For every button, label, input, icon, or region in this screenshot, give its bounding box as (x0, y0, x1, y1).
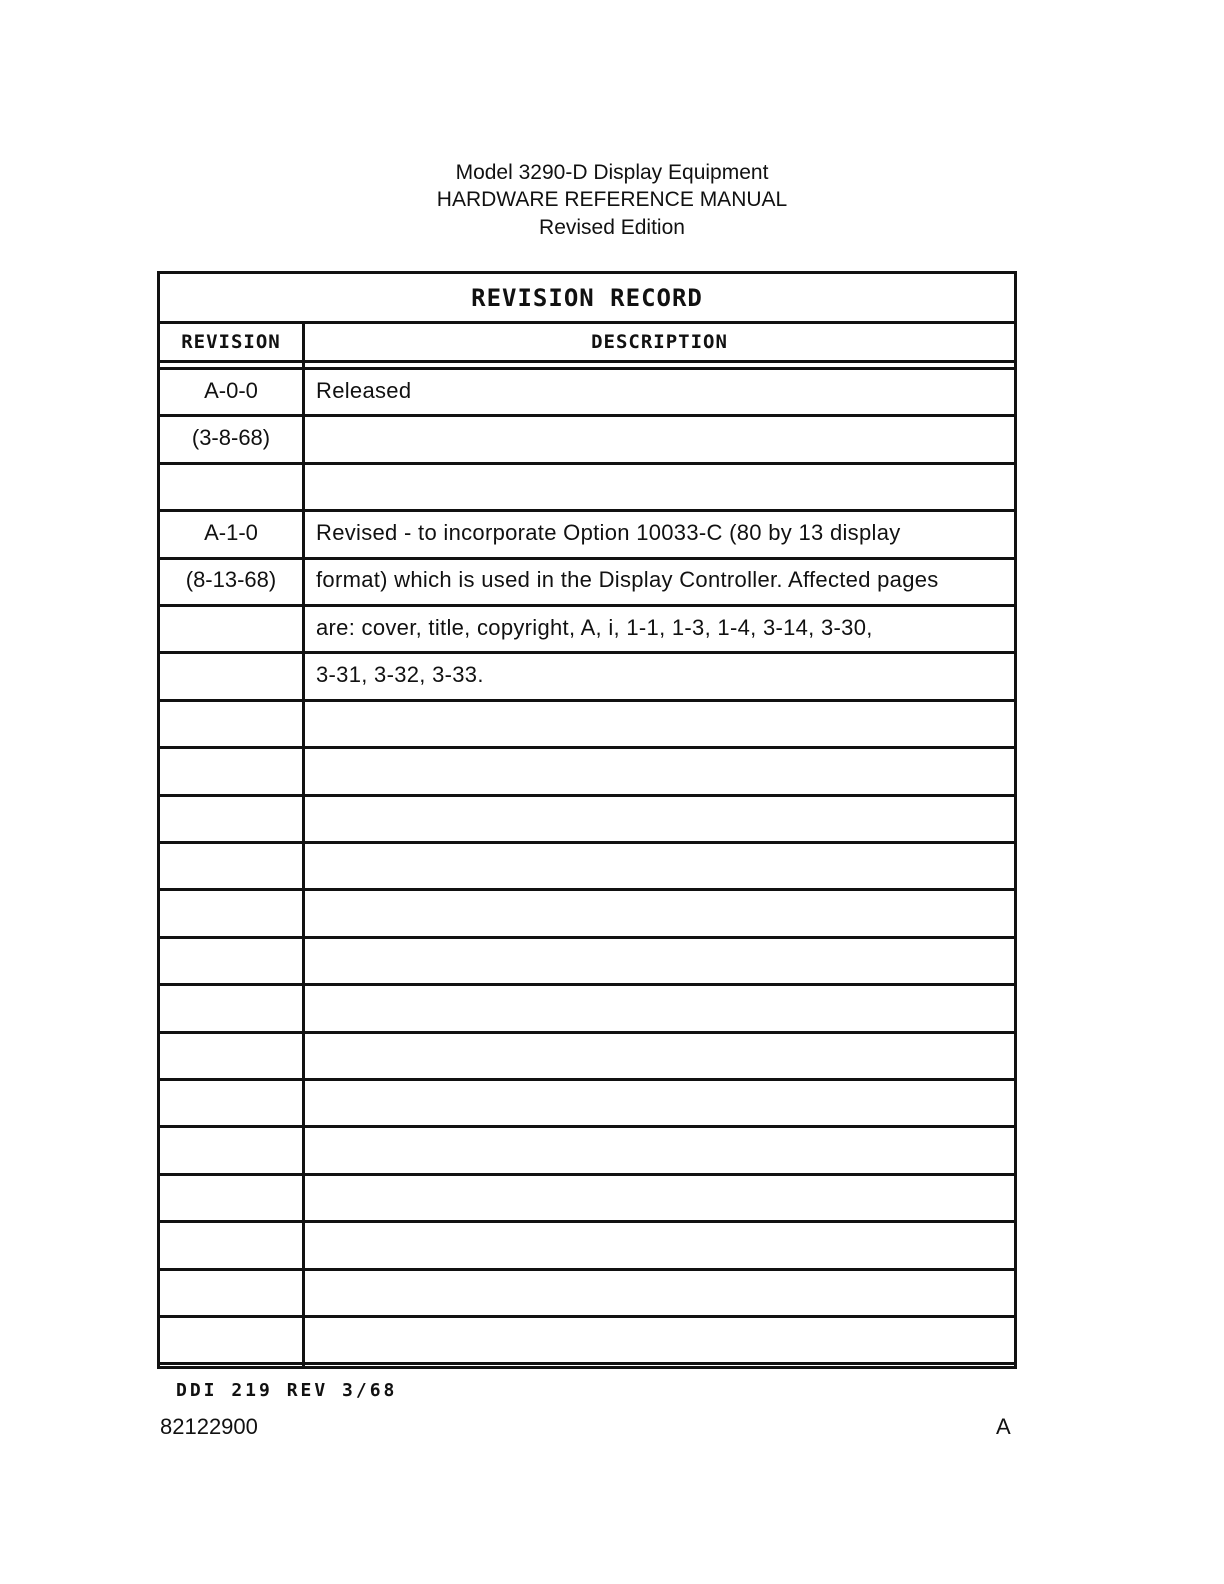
description-cell (316, 465, 1006, 506)
revision-cell (160, 1081, 302, 1122)
revision-cell (160, 1223, 302, 1264)
manual-model-title: Model 3290-D Display Equipment (455, 161, 769, 184)
manual-type-title: HARDWARE REFERENCE MANUAL (436, 188, 788, 211)
table-row (160, 1034, 1014, 1081)
revision-cell (160, 702, 302, 743)
revision-rows (160, 370, 1014, 1366)
description-column-header: DESCRIPTION (591, 331, 728, 353)
table-row (160, 654, 1014, 701)
revision-cell: A-1-0 (204, 519, 258, 545)
revision-cell: (3-8-68) (191, 425, 271, 451)
revision-cell (160, 797, 302, 838)
description-cell (316, 1128, 1006, 1169)
revision-cell (160, 654, 302, 695)
revision-cell (160, 844, 302, 885)
revision-cell (160, 1318, 302, 1359)
table-row (160, 939, 1014, 986)
description-cell (316, 1318, 1006, 1359)
table-row (160, 560, 1014, 607)
revision-cell: A-0-0 (204, 377, 258, 403)
table-row (160, 1271, 1014, 1318)
description-cell: format) which is used in the Display Controller. Affected pages (316, 567, 939, 593)
revision-cell (160, 749, 302, 790)
form-title: REVISION RECORD (160, 274, 1014, 324)
table-row (160, 1223, 1014, 1270)
revision-cell (160, 939, 302, 980)
description-cell: are: cover, title, copyright, A, i, 1-1, 1-3, 1-4, 3-14, 3-30, (316, 614, 873, 640)
description-cell (316, 1034, 1006, 1075)
table-row (160, 1318, 1014, 1365)
revision-column-header: REVISION (181, 331, 281, 353)
table-row (160, 607, 1014, 654)
description-cell (316, 702, 1006, 743)
revision-cell (160, 1176, 302, 1217)
description-cell: Released (316, 377, 412, 403)
header-divider (160, 360, 1014, 370)
revision-cell (160, 607, 302, 648)
description-cell (316, 1223, 1006, 1264)
table-row (160, 1128, 1014, 1175)
description-cell (316, 844, 1006, 885)
description-cell (316, 939, 1006, 980)
table-row (160, 749, 1014, 796)
revision-cell (160, 891, 302, 932)
description-cell (316, 891, 1006, 932)
description-cell (316, 1271, 1006, 1312)
page-identifier: A (996, 1414, 1011, 1439)
description-cell: 3-31, 3-32, 3-33. (316, 662, 484, 688)
table-row (160, 702, 1014, 749)
table-row (160, 797, 1014, 844)
description-cell (316, 986, 1006, 1027)
description-cell (316, 417, 1006, 458)
table-row (160, 891, 1014, 938)
table-row (160, 370, 1014, 417)
table-row (160, 417, 1014, 464)
description-cell: Revised - to incorporate Option 10033-C (80 by 13 display (316, 519, 901, 545)
description-cell (316, 749, 1006, 790)
revision-cell (160, 465, 302, 506)
revision-cell (160, 1271, 302, 1312)
revision-cell (160, 1034, 302, 1075)
table-row (160, 512, 1014, 559)
revision-cell: (8-13-68) (185, 567, 277, 593)
description-cell (316, 1081, 1006, 1122)
table-row (160, 1081, 1014, 1128)
manual-edition: Revised Edition (539, 216, 685, 239)
description-cell (316, 1176, 1006, 1217)
table-row (160, 986, 1014, 1033)
revision-cell (160, 1128, 302, 1169)
description-cell (316, 1365, 1006, 1409)
description-cell (316, 797, 1006, 838)
form-identifier: DDI 219 REV 3/68 (176, 1380, 398, 1401)
revision-cell (160, 986, 302, 1027)
table-row (160, 1176, 1014, 1223)
revision-record-form (157, 271, 1017, 1369)
table-row (160, 465, 1014, 512)
table-row (160, 844, 1014, 891)
document-number: 82122900 (160, 1414, 258, 1439)
